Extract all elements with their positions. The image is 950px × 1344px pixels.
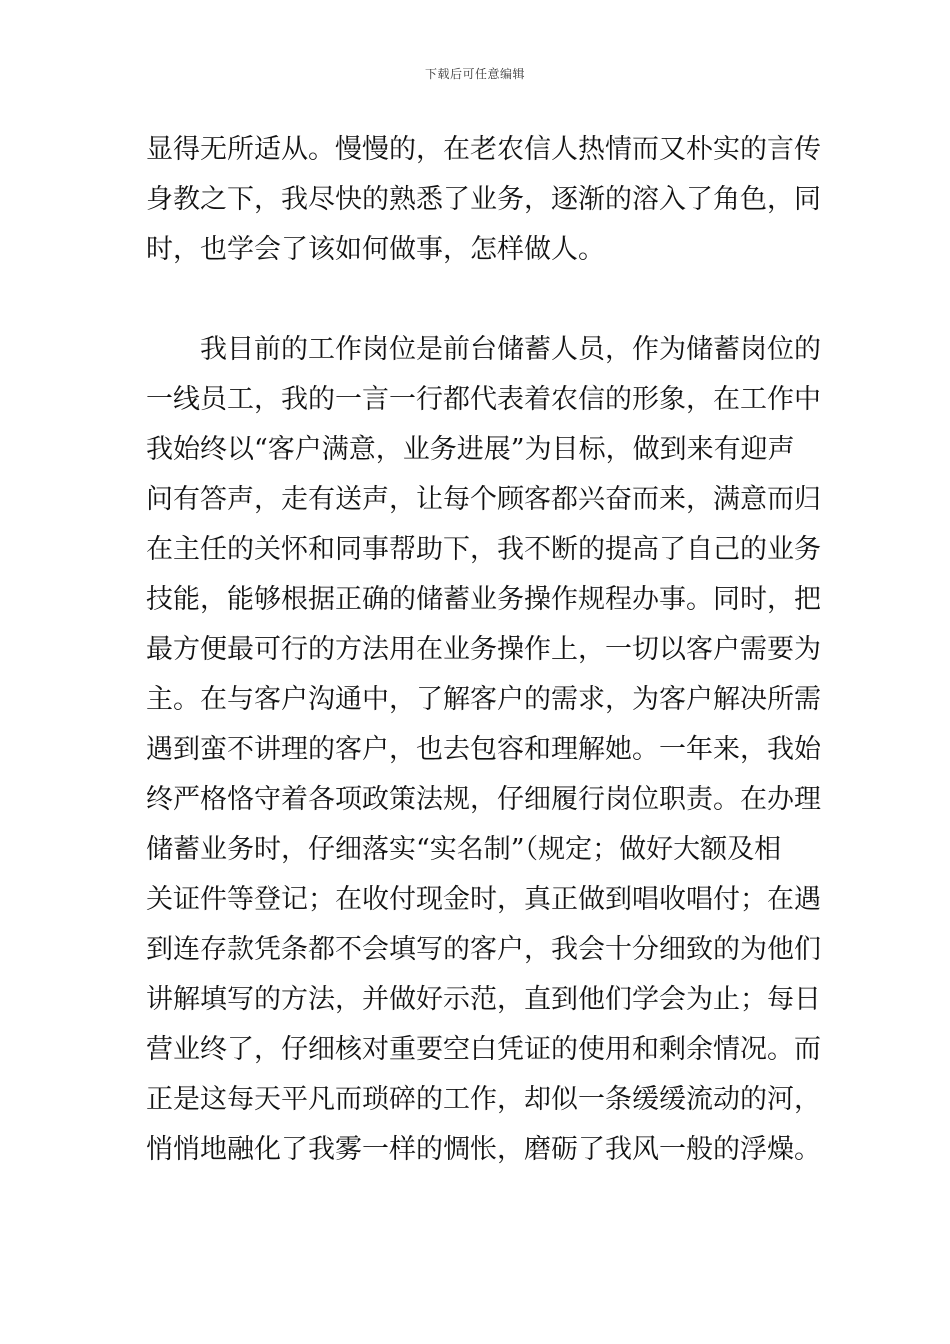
paragraph-line: 悄悄地融化了我雾一样的惆怅，磨砺了我风一般的浮燥。	[146, 1134, 821, 1165]
paragraph-line: 关证件等登记；在收付现金时，真正做到唱收唱付；在遇	[146, 884, 821, 915]
paragraph-line: 最方便最可行的方法用在业务操作上，一切以客户需要为	[146, 634, 821, 665]
paragraph-line: 问有答声，走有送声，让每个顾客都兴奋而来，满意而归	[146, 484, 821, 515]
header-note: 下载后可任意编辑	[424, 67, 525, 81]
paragraph-line: 遇到蛮不讲理的客户，也去包容和理解她。一年来，我始	[146, 734, 821, 765]
paragraph-line: 到连存款凭条都不会填写的客户，我会十分细致的为他们	[146, 934, 821, 965]
paragraph-line: 身教之下，我尽快的熟悉了业务，逐渐的溶入了角色，同	[146, 184, 821, 215]
paragraph-1	[146, 125, 821, 275]
paragraph-line: 终严格恪守着各项政策法规，仔细履行岗位职责。在办理	[146, 784, 821, 815]
paragraph-line: 我始终以“客户满意，业务进展”为目标，做到来有迎声	[146, 434, 795, 465]
paragraph-line: 正是这每天平凡而琐碎的工作，却似一条缓缓流动的河，	[146, 1084, 821, 1115]
paragraph-line: 时，也学会了该如何做事，怎样做人。	[146, 234, 605, 265]
paragraph-line: 在主任的关怀和同事帮助下，我不断的提高了自己的业务	[146, 534, 821, 565]
paragraph-line: 营业终了，仔细核对重要空白凭证的使用和剩余情况。而	[146, 1034, 821, 1065]
paragraph-line: 我目前的工作岗位是前台储蓄人员，作为储蓄岗位的	[146, 334, 821, 365]
paragraph-line: 储蓄业务时，仔细落实“实名制”（规定；做好大额及相	[146, 834, 782, 865]
paragraph-2	[146, 325, 821, 1175]
paragraph-line: 讲解填写的方法，并做好示范，直到他们学会为止；每日	[146, 984, 821, 1015]
paragraph-line: 一线员工，我的一言一行都代表着农信的形象，在工作中	[146, 384, 821, 415]
paragraph-line: 技能，能够根据正确的储蓄业务操作规程办事。同时，把	[146, 584, 821, 615]
paragraph-line: 主。在与客户沟通中，了解客户的需求，为客户解决所需	[146, 684, 821, 715]
paragraph-line: 显得无所适从。慢慢的，在老农信人热情而又朴实的言传	[146, 134, 821, 165]
